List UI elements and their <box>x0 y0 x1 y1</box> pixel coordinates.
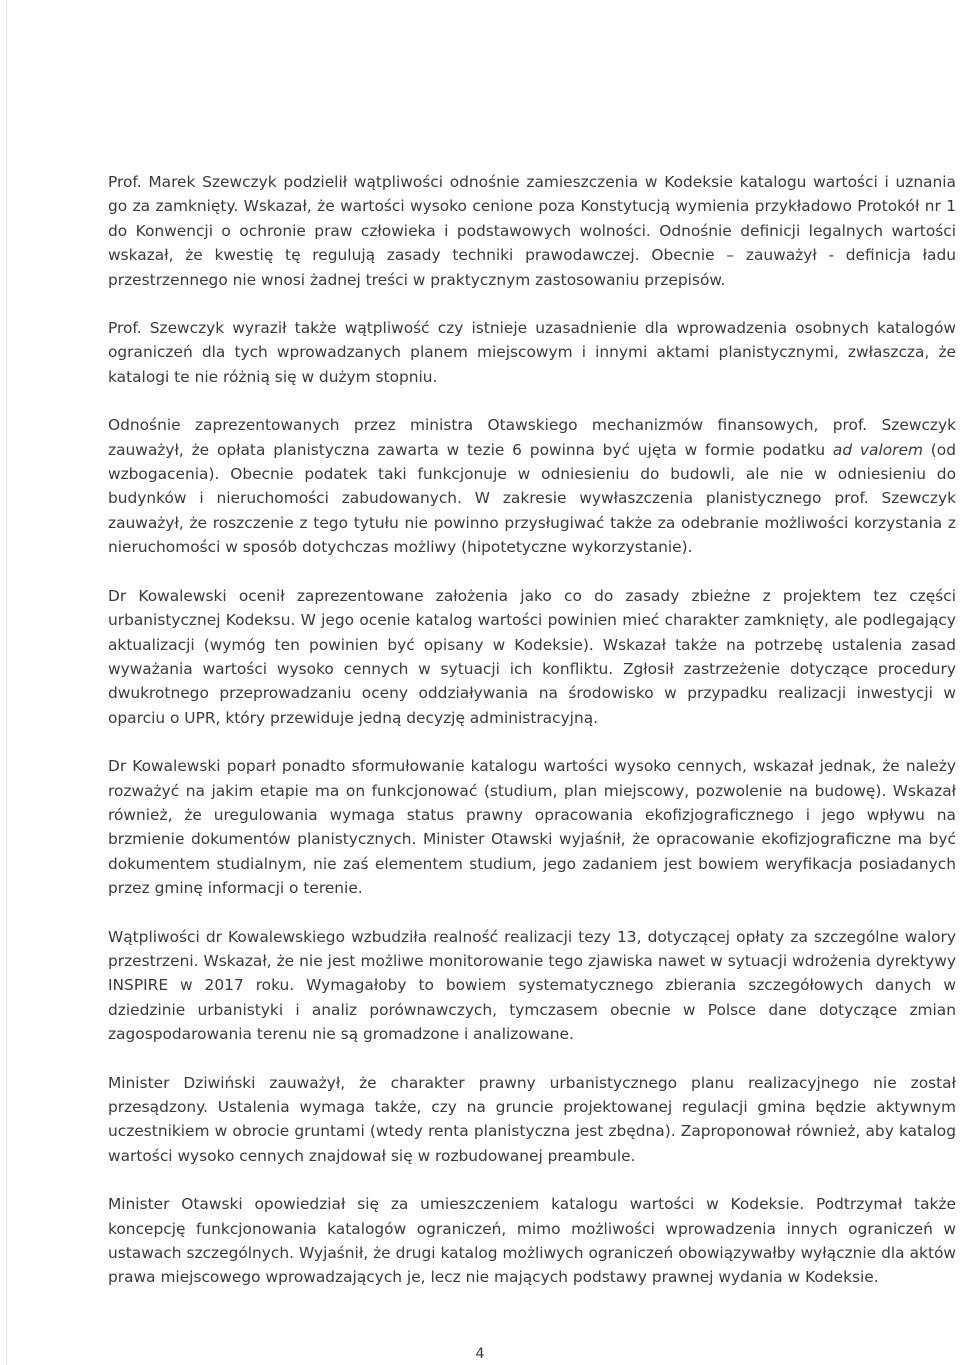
paragraph-szewczyk-financial <box>108 413 956 559</box>
paragraph-kowalewski-support: Dr Kowalewski poparł ponadto sformułowanie katalogu wartości wysoko cennych, wskazał jednak, że należy rozważyć na jakim etapie ma on funkcjonować (studium, plan miejscowy, pozwolenie na budowę). Wskazał również, że uregulowania wymaga status prawny opracowania ekofizjograficznego i jego wpływu na brzmienie dokumentów planistycznych. Minister Otawski wyjaśnił, że opracowanie ekofizjograficzne ma być dokumentem studialnym, nie zaś elementem studium, jego zadaniem jest bowiem weryfikacja posiadanych przez gminę informacji o terenie. <box>108 757 956 898</box>
paragraph-dziwinski: Minister Dziwiński zauważył, że charakter prawny urbanistycznego planu realizacyjnego nie został przesądzony. Ustalenia wymaga także, czy na gruncie projektowanej regulacji gmina będzie aktywnym uczestnikiem w obrocie gruntami (wtedy renta planistyczna jest zbędna). Zaproponował również, aby katalog wartości wysoko cennych znajdował się w rozbudowanej preambule. <box>108 1073 956 1165</box>
paragraph-otawski: Minister Otawski opowiedział się za umieszczeniem katalogu wartości w Kodeksie. Podtrzymał także koncepcję funkcjonowania katalogów ograniczeń, mimo możliwości wprowadzenia innych ograniczeń w ustawach szczególnych. Wyjaśnił, że drugi katalog możliwych ograniczeń obowiązywałby wyłącznie dla aktów prawa miejscowego wprowadzających je, lecz nie mających podstawy prawnej wydania w Kodeksie. <box>108 1195 956 1287</box>
paragraph-kowalewski-assessment: Dr Kowalewski ocenił zaprezentowane założenia jako co do zasady zbieżne z projektem tez części urbanistycznej Kodeksu. W jego ocenie katalog wartości powinien mieć charakter zamknięty, ale podlegający aktualizacji (wymóg ten powinien być opisany w Kodeksie). Wskazał także na potrzebę ustalenia zasad wyważania wartości wysoko cennych w sytuacji ich konfliktu. Zgłosił zastrzeżenie dotyczące procedury dwukrotnego przeprowadzaniu oceny oddziaływania na środowisko w przypadku realizacji inwestycji w oparciu o UPR, który przewiduje jedną decyzję administracyjną. <box>108 586 956 727</box>
paragraph-text-after: (od wzbogacenia). Obecnie podatek taki funkcjonuje w odniesieniu do budowli, ale nie w odniesieniu do budynków i nieruchomości zabudowanych. W zakresie wywłaszczenia planistycznego prof. Szewczyk zauważył, że roszczenie z tego tytułu nie powinno przysługiwać także za odebranie możliwości korzystania z nieruchomości w sposób dotychczas możliwy (hipotetyczne wykorzystanie). <box>108 440 956 557</box>
page-number: 4 <box>475 1346 485 1362</box>
paragraph-text-before: Odnośnie zaprezentowanych przez ministra Otawskiego mechanizmów finansowych, prof. Szewczyk zauważył, że opłata planistyczna zawarta w tezie 6 powinna być ujęta w formie podatku <box>108 416 956 459</box>
paragraph-kowalewski-doubts: Wątpliwości dr Kowalewskiego wzbudziła realność realizacji tezy 13, dotyczącej opłaty za szczególne walory przestrzeni. Wskazał, że nie jest możliwe monitorowanie tego zjawiska nawet w sytuacji wdrożenia dyrektywy INSPIRE w 2017 roku. Wymagałoby to bowiem systematycznego zbierania szczegółowych danych w dziedzinie urbanistyki i analiz porównawczych, tymczasem obecnie w Polsce dane dotyczące zmian zagospodarowania terenu nie są gromadzone i analizowane. <box>108 927 956 1044</box>
paragraph-szewczyk-restrictions: Prof. Szewczyk wyraził także wątpliwość czy istnieje uzasadnienie dla wprowadzenia osobnych katalogów ograniczeń dla tych wprowadzanych planem miejscowym i innymi aktami planistycznymi, zwłaszcza, że katalogi te nie różnią się w dużym stopniu. <box>108 319 956 386</box>
paragraph-szewczyk-catalog: Prof. Marek Szewczyk podzielił wątpliwości odnośnie zamieszczenia w Kodeksie katalogu wartości i uznania go za zamknięty. Wskazał, że wartości wysoko cenione poza Konstytucją wymienia przykładowo Protokół nr 1 do Konwencji o ochronie praw człowieka i podstawowych wolności. Odnośnie definicji legalnych wartości wskazał, że kwestię tę regulują zasady techniki prawodawczej. Obecnie – zauważył - definicja ładu przestrzennego nie wnosi żadnej treści w praktycznym zastosowaniu przepisów. <box>108 173 956 289</box>
scan-edge-line <box>6 0 7 1365</box>
document-body <box>108 170 956 1290</box>
latin-term-ad-valorem: ad valorem <box>832 440 923 459</box>
